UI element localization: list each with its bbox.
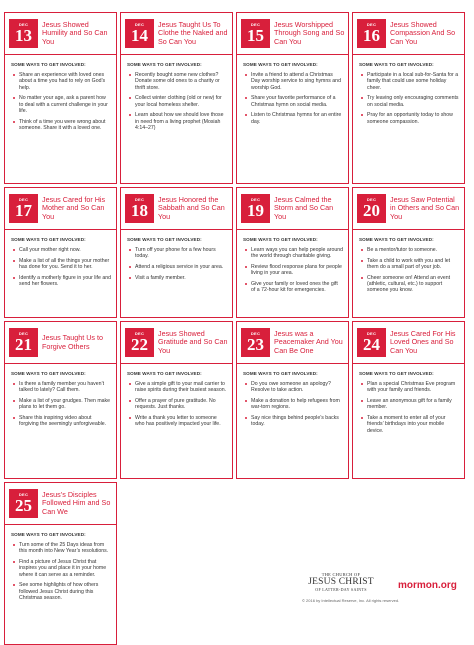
card-header xyxy=(237,188,348,230)
date-badge xyxy=(241,328,270,357)
ways-label: SOME WAYS TO GET INVOLVED: xyxy=(11,532,86,537)
ways-label: SOME WAYS TO GET INVOLVED: xyxy=(127,62,202,67)
card-title: Jesus Honored the Sabbath and So Can You xyxy=(158,195,225,221)
idea-item: Learn about how we should love those in need from a living prophet (Mosiah 4:14–27) xyxy=(135,112,227,131)
card-header xyxy=(121,188,232,230)
idea-item: Listen to Christmas hymns for an entire day. xyxy=(251,112,342,125)
idea-item: Take a moment to enter all of your friends’ birthdays into your mobile device. xyxy=(367,415,459,434)
idea-list xyxy=(127,247,227,281)
date-badge xyxy=(9,489,38,518)
month-label: DEC xyxy=(250,331,261,336)
card-title: Jesus was a Peacemaker And You Can Be One xyxy=(274,329,343,355)
day-card-15 xyxy=(236,12,349,184)
copyright-text: © 2016 by Intellectual Reserve, Inc. All rights reserved. xyxy=(302,598,400,603)
idea-item: See some highlights of how others followed Jesus Christ during this Christmas season. xyxy=(19,582,111,601)
idea-item: Identify a motherly figure in your life and send her flowers. xyxy=(19,274,111,288)
ways-label: SOME WAYS TO GET INVOLVED: xyxy=(127,371,202,376)
idea-item: Visit a family member. xyxy=(135,275,227,281)
idea-item: Make a list of all the things your mother has done for you. Send it to her. xyxy=(19,257,110,271)
idea-list xyxy=(11,72,111,131)
card-title: Jesus Worshipped Through Song and So Can You xyxy=(274,20,345,46)
idea-list xyxy=(243,72,343,125)
ways-label: SOME WAYS TO GET INVOLVED: xyxy=(243,237,318,242)
month-label: DEC xyxy=(250,197,261,202)
month-label: DEC xyxy=(366,197,377,202)
logo-line-3: OF LATTER-DAY SAINTS xyxy=(315,587,367,592)
idea-item: Learn ways you can help people around the world through charitable giving. xyxy=(251,247,343,260)
month-label: DEC xyxy=(134,197,145,202)
card-header xyxy=(5,322,116,364)
ways-label: SOME WAYS TO GET INVOLVED: xyxy=(359,237,434,242)
card-header xyxy=(353,188,464,230)
card-title: Jesus Calmed the Storm and So Can You xyxy=(274,195,334,221)
idea-item: Plan a special Christmas Eve program with your family and friends. xyxy=(367,381,459,394)
card-header xyxy=(121,322,232,364)
idea-list xyxy=(359,381,459,434)
idea-list xyxy=(359,247,459,294)
card-header xyxy=(237,322,348,364)
card-title: Jesus Taught Us To Clothe the Naked and So Can You xyxy=(158,20,228,46)
card-header xyxy=(5,13,116,55)
date-badge xyxy=(357,328,386,357)
idea-item: Say nice things behind people’s backs today. xyxy=(251,415,343,428)
month-label: DEC xyxy=(250,22,261,27)
day-card-25 xyxy=(4,482,117,645)
card-title: Jesus Cared for His Mother and So Can You xyxy=(42,195,106,221)
idea-item: No matter your age, ask a parent how to deal with a current challenge in your life. xyxy=(19,95,111,114)
idea-item: Share your favorite performance of a Christmas hymn on social media. xyxy=(251,95,343,108)
card-header xyxy=(5,483,116,525)
idea-item: Attend a religious service in your area. xyxy=(135,264,227,270)
day-card-14 xyxy=(120,12,233,184)
card-header xyxy=(353,322,464,364)
calendar-grid xyxy=(4,12,465,645)
day-number: 15 xyxy=(247,26,264,45)
date-badge xyxy=(357,194,386,223)
day-card-13 xyxy=(4,12,117,184)
church-logo xyxy=(300,572,382,592)
date-badge xyxy=(357,19,386,48)
date-badge xyxy=(241,194,270,223)
day-number: 19 xyxy=(247,201,264,220)
day-number: 13 xyxy=(15,26,32,45)
idea-item: Give your family or loved ones the gift of a 72-hour kit for emergencies. xyxy=(251,281,343,294)
idea-item: Review flood response plans for people living in your area. xyxy=(251,264,342,277)
card-title: Jesus Showed Humility and So Can You xyxy=(42,20,108,46)
idea-item: Try leaving only encouraging comments on social media. xyxy=(367,95,459,108)
date-badge xyxy=(9,328,38,357)
site-link[interactable]: mormon.org xyxy=(398,580,457,591)
idea-item: Do you owe someone an apology? Resolve to take action. xyxy=(251,381,343,394)
date-badge xyxy=(9,194,38,223)
day-card-22 xyxy=(120,321,233,479)
idea-item: Take a child to work with you and let them do a small part of your job. xyxy=(367,258,459,271)
date-badge xyxy=(241,19,270,48)
card-title: Jesus’s Disciples Followed Him and So Can We xyxy=(42,490,111,516)
idea-item: Find a picture of Jesus Christ that inspires you and place it in your home where it can serve as a reminder. xyxy=(19,559,111,578)
ways-label: SOME WAYS TO GET INVOLVED: xyxy=(11,62,86,67)
idea-item: Invite a friend to attend a Christmas Day worship service to sing hymns and worship God. xyxy=(251,72,343,91)
idea-item: Call your mother right now. xyxy=(19,247,111,253)
idea-item: Is there a family member you haven’t talked to lately? Call them. xyxy=(19,381,111,394)
card-header xyxy=(121,13,232,55)
day-card-19 xyxy=(236,187,349,318)
idea-item: Give a simple gift to your mail carrier to raise spirits during their busiest season. xyxy=(135,381,227,394)
idea-list xyxy=(359,72,459,125)
day-number: 16 xyxy=(363,26,380,45)
idea-item: Think of a time you were wrong about someone. Share it with a loved one. xyxy=(19,119,111,132)
ways-label: SOME WAYS TO GET INVOLVED: xyxy=(359,62,434,67)
card-title: Jesus Taught Us to Forgive Others xyxy=(42,333,103,351)
ways-label: SOME WAYS TO GET INVOLVED: xyxy=(127,237,202,242)
idea-item: Participate in a local sub-for-Santa for a family that could use some holiday cheer. xyxy=(367,72,459,91)
idea-item: Cheer someone on! Attend an event (athletic, cultural, etc.) to support someone you know. xyxy=(367,275,459,294)
idea-item: Make a list of your grudges. Then make plans to let them go. xyxy=(19,398,111,411)
day-number: 18 xyxy=(131,201,148,220)
day-number: 21 xyxy=(15,335,32,354)
date-badge xyxy=(125,328,154,357)
card-title: Jesus Showed Gratitude and So Can You xyxy=(158,329,228,355)
idea-list xyxy=(127,381,227,428)
logo-line-2: JESUS CHRIST xyxy=(308,577,374,587)
day-card-18 xyxy=(120,187,233,318)
ways-label: SOME WAYS TO GET INVOLVED: xyxy=(243,371,318,376)
day-number: 20 xyxy=(363,201,380,220)
day-number: 25 xyxy=(15,496,32,515)
day-card-17 xyxy=(4,187,117,318)
card-title: Jesus Saw Potential in Others and So Can You xyxy=(390,195,460,221)
day-card-16 xyxy=(352,12,465,184)
card-header xyxy=(5,188,116,230)
day-number: 17 xyxy=(15,201,32,220)
idea-item: Share an experience with loved ones about a time you had to rely on God’s help. xyxy=(19,72,111,91)
idea-item: Write a thank you letter to someone who has positively impacted your life. xyxy=(135,415,227,428)
day-card-24 xyxy=(352,321,465,479)
idea-item: Share this inspiring video about forgiving the seemingly unforgiveable. xyxy=(19,415,111,428)
idea-list xyxy=(11,542,111,601)
logo-line-1: THE CHURCH OF xyxy=(321,572,361,577)
idea-item: Offer a prayer of pure gratitude. No requests. Just thanks. xyxy=(135,398,227,411)
ways-label: SOME WAYS TO GET INVOLVED: xyxy=(11,237,86,242)
card-header xyxy=(237,13,348,55)
idea-list xyxy=(11,381,111,428)
month-label: DEC xyxy=(18,492,29,497)
date-badge xyxy=(9,19,38,48)
month-label: DEC xyxy=(366,331,377,336)
day-card-20 xyxy=(352,187,465,318)
idea-item: Recently bought some new clothes? Donate some old ones to a charity or thrift store. xyxy=(135,72,227,91)
day-number: 14 xyxy=(131,26,148,45)
month-label: DEC xyxy=(18,331,29,336)
month-label: DEC xyxy=(18,197,29,202)
month-label: DEC xyxy=(366,22,377,27)
idea-item: Turn off your phone for a few hours today. xyxy=(135,247,227,260)
day-number: 22 xyxy=(131,335,148,354)
card-header xyxy=(353,13,464,55)
ways-label: SOME WAYS TO GET INVOLVED: xyxy=(11,371,86,376)
idea-item: Turn some of the 25 Days ideas from this month into New Year’s resolutions. xyxy=(19,542,111,555)
ways-label: SOME WAYS TO GET INVOLVED: xyxy=(359,371,434,376)
month-label: DEC xyxy=(134,22,145,27)
day-card-23 xyxy=(236,321,349,479)
month-label: DEC xyxy=(134,331,145,336)
idea-item: Pray for an opportunity today to show someone compassion. xyxy=(367,112,459,125)
card-title: Jesus Showed Compassion And So Can You xyxy=(390,20,456,46)
idea-item: Make a donation to help refugees from war-torn regions. xyxy=(251,398,343,411)
day-card-21 xyxy=(4,321,117,479)
idea-list xyxy=(11,247,111,287)
day-number: 23 xyxy=(247,335,264,354)
day-number: 24 xyxy=(363,335,380,354)
month-label: DEC xyxy=(18,22,29,27)
date-badge xyxy=(125,19,154,48)
idea-item: Collect winter clothing (old or new) for your local homeless shelter. xyxy=(135,95,227,108)
idea-item: Be a mentor/tutor to someone. xyxy=(367,247,459,253)
date-badge xyxy=(125,194,154,223)
idea-item: Leave an anonymous gift for a family member. xyxy=(367,398,459,411)
idea-list xyxy=(243,381,343,428)
idea-list xyxy=(243,247,343,294)
card-title: Jesus Cared For His Loved Ones and So Can You xyxy=(390,329,456,355)
idea-list xyxy=(127,72,227,131)
ways-label: SOME WAYS TO GET INVOLVED: xyxy=(243,62,318,67)
